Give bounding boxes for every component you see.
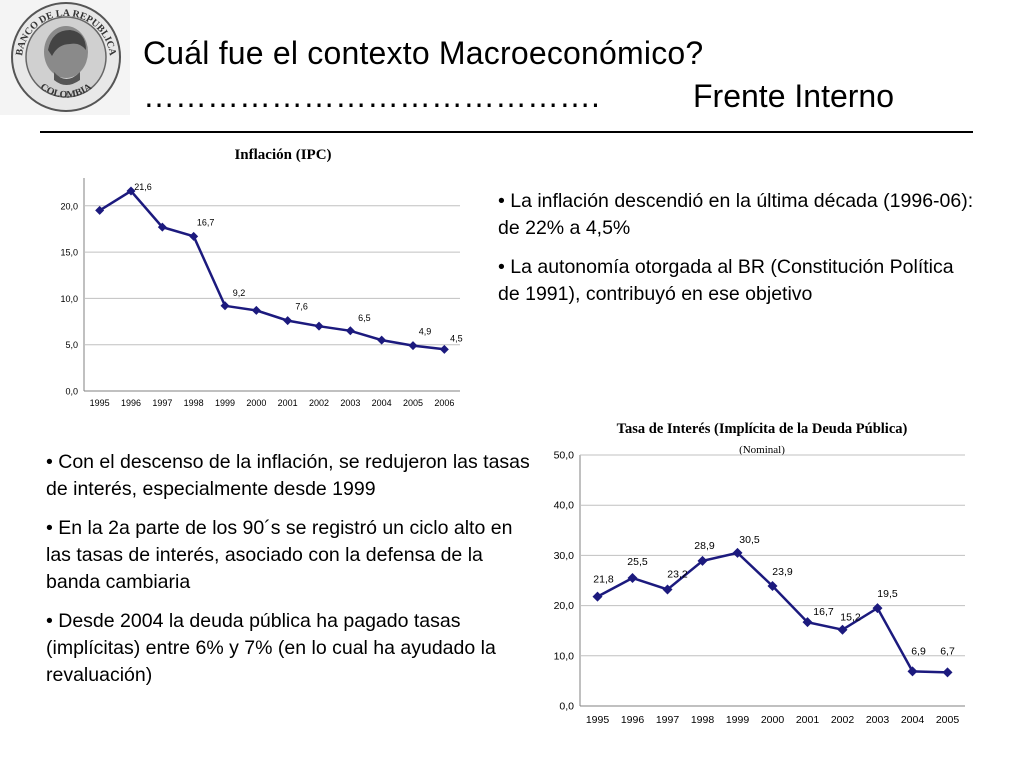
bullet-item: • La inflación descendió en la última década (1996-06): de 22% a 4,5% — [498, 190, 974, 239]
x-tick-label: 1999 — [214, 398, 236, 408]
x-tick-label: 2006 — [434, 398, 455, 408]
bullet-item: • Con el descenso de la inflación, se redujeron las tasas de interés, especialmente desde 1999 — [46, 451, 530, 500]
bullet-item: • Desde 2004 la deuda pública ha pagado tasas (implícitas) entre 6% y 7% (en lo cual ha ayudado la revaluación) — [46, 610, 496, 686]
x-tick-label: 2004 — [371, 398, 392, 408]
y-tick-label: 15,0 — [60, 247, 78, 258]
x-tick-label: 2003 — [865, 714, 890, 726]
interest-rate-chart — [540, 410, 972, 735]
title-divider — [40, 131, 973, 133]
y-tick-label: 20,0 — [553, 600, 574, 613]
data-label: 6,9 — [911, 645, 926, 658]
y-tick-label: 30,0 — [553, 549, 574, 562]
data-point — [189, 232, 198, 241]
data-label: 15,2 — [840, 611, 861, 624]
bullets-interest — [46, 449, 541, 701]
bank-logo — [0, 0, 130, 115]
data-point — [409, 341, 418, 350]
x-tick-label: 1998 — [690, 714, 715, 726]
data-label: 21,6 — [134, 181, 152, 192]
x-tick-label: 1997 — [655, 714, 680, 726]
data-labels — [593, 534, 955, 657]
data-label: 25,5 — [627, 555, 648, 568]
y-tick-label: 10,0 — [60, 293, 78, 304]
y-tick-label: 0,0 — [559, 700, 574, 713]
logo-top-text: BANCO DE LA REPUBLICA — [14, 7, 118, 57]
grid-lines — [84, 206, 460, 345]
x-tick-labels — [90, 398, 455, 408]
x-tick-label: 1997 — [152, 398, 173, 408]
data-point — [377, 336, 386, 345]
chart-title: Inflación (IPC) — [234, 147, 332, 163]
data-label: 6,7 — [940, 645, 955, 658]
y-tick-label: 0,0 — [65, 386, 78, 397]
x-tick-label: 2000 — [760, 714, 785, 726]
x-tick-label: 1999 — [725, 714, 750, 726]
x-tick-label: 1996 — [120, 398, 142, 408]
x-tick-label: 1998 — [183, 398, 204, 408]
y-tick-label: 50,0 — [553, 449, 574, 462]
x-tick-label: 2000 — [246, 398, 267, 408]
x-tick-label: 1995 — [585, 714, 610, 726]
title-dots: ……………………………………. — [143, 78, 600, 114]
page-title: Cuál fue el contexto Macroeconómico? — [143, 35, 704, 71]
data-point — [252, 306, 261, 315]
data-label: 4,9 — [418, 326, 432, 337]
inflation-chart — [40, 138, 470, 413]
x-tick-label: 2005 — [402, 398, 424, 408]
x-tick-label: 1996 — [620, 714, 645, 726]
bullet-item: • En la 2a parte de los 90´s se registró un ciclo alto en las tasas de interés, asociado con la defensa de la banda cambiaria — [46, 517, 513, 593]
data-label: 28,9 — [694, 539, 715, 552]
bank-seal-icon — [0, 0, 130, 115]
data-label: 7,6 — [295, 301, 308, 312]
data-label: 9,2 — [232, 287, 246, 298]
data-label: 23,9 — [772, 566, 793, 579]
data-point — [221, 301, 230, 310]
x-tick-label: 2005 — [935, 714, 960, 726]
x-tick-label: 1995 — [89, 398, 110, 408]
data-point — [908, 666, 918, 676]
y-tick-label: 10,0 — [553, 650, 574, 663]
data-point — [346, 326, 355, 335]
y-tick-labels — [554, 450, 575, 713]
x-tick-label: 2001 — [795, 714, 820, 726]
data-label: 6,5 — [358, 312, 371, 323]
data-point — [283, 316, 292, 325]
data-point — [628, 573, 638, 583]
x-tick-labels — [586, 714, 960, 726]
y-tick-label: 5,0 — [65, 340, 78, 351]
series-line — [100, 191, 445, 349]
y-tick-labels — [60, 201, 78, 396]
x-tick-label: 2003 — [340, 398, 361, 408]
data-label: 4,5 — [450, 333, 463, 344]
x-tick-label: 2001 — [277, 398, 298, 408]
bullets-inflation — [498, 188, 978, 320]
bullet-item: • La autonomía otorgada al BR (Constitución Política de 1991), contribuyó en ese objetivo — [498, 256, 954, 305]
data-point — [943, 667, 953, 677]
page-subtitle — [143, 78, 894, 115]
data-point — [440, 345, 449, 354]
data-point — [315, 322, 324, 331]
y-tick-label: 20,0 — [60, 201, 78, 212]
logo-bottom-text: COLOMBIA — [38, 81, 94, 101]
data-label: 16,7 — [196, 217, 215, 228]
data-label: 30,5 — [739, 533, 760, 546]
y-tick-label: 40,0 — [553, 499, 574, 512]
data-point — [593, 592, 603, 602]
chart-subtitle: (Nominal) — [739, 444, 785, 456]
data-label: 16,7 — [813, 606, 834, 619]
title-frente-interno: Frente Interno — [693, 78, 894, 114]
data-label: 19,5 — [877, 588, 898, 601]
chart-title: Tasa de Interés (Implícita de la Deuda Pública) — [616, 421, 908, 437]
data-label: 21,8 — [593, 573, 614, 586]
x-tick-label: 2004 — [900, 714, 925, 726]
x-tick-label: 2002 — [830, 714, 855, 726]
data-label: 23,2 — [667, 568, 688, 581]
x-tick-label: 2002 — [308, 398, 330, 408]
